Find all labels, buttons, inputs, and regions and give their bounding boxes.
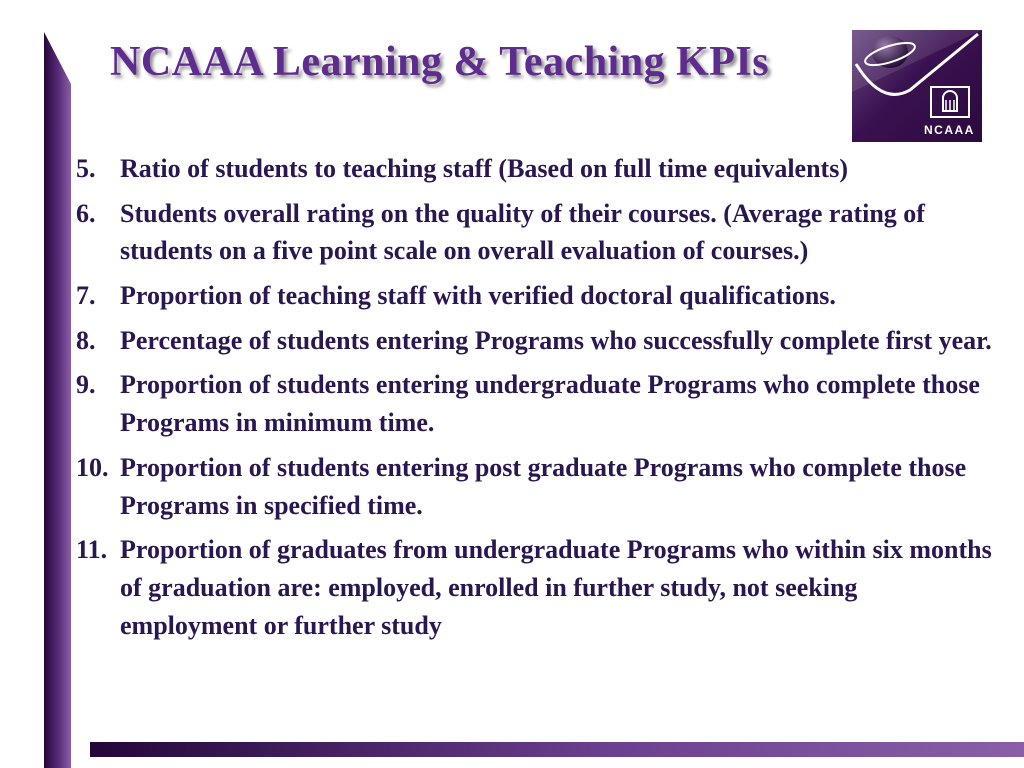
ncaaa-logo [852,30,982,142]
item-number: 10. [76,452,109,482]
list-item [76,277,998,315]
list-item [76,150,998,188]
slide-title: NCAAA Learning & Teaching KPIs [110,39,770,85]
list-item [76,322,998,360]
item-number: 8. [76,325,96,355]
item-text: Ratio of students to teaching staff (Based on full time equivalents) [120,154,848,183]
left-ribbon-decoration [44,32,71,768]
item-text: Proportion of graduates from undergraduate Programs who within six months of graduation are: employed, enrolled in further study, not seeking employment or further study [120,535,992,640]
item-text: Proportion of students entering post graduate Programs who complete those Programs in specified time. [120,452,967,520]
bottom-bar-decoration [90,742,1024,757]
list-item [76,531,998,644]
list-item [76,195,998,270]
item-text: Percentage of students entering Programs who successfully complete first year. [120,325,992,355]
item-text: Proportion of teaching staff with verified doctoral qualifications. [120,281,836,311]
logo-label: NCAAA [924,123,975,137]
item-text: Students overall rating on the quality of their courses. (Average rating of students on a five point scale on overall evaluation of courses.) [120,198,925,266]
list-item [76,366,998,441]
logo-emblem-icon [930,86,970,118]
item-number: 9. [76,370,96,400]
item-number: 6. [76,198,96,228]
item-number: 7. [76,281,96,311]
item-number: 11. [76,535,108,565]
list-item [76,449,998,524]
item-text: Proportion of students entering undergraduate Programs who complete those Programs in minimum time. [120,370,980,438]
kpi-list [76,150,998,651]
item-number: 5. [76,154,96,183]
